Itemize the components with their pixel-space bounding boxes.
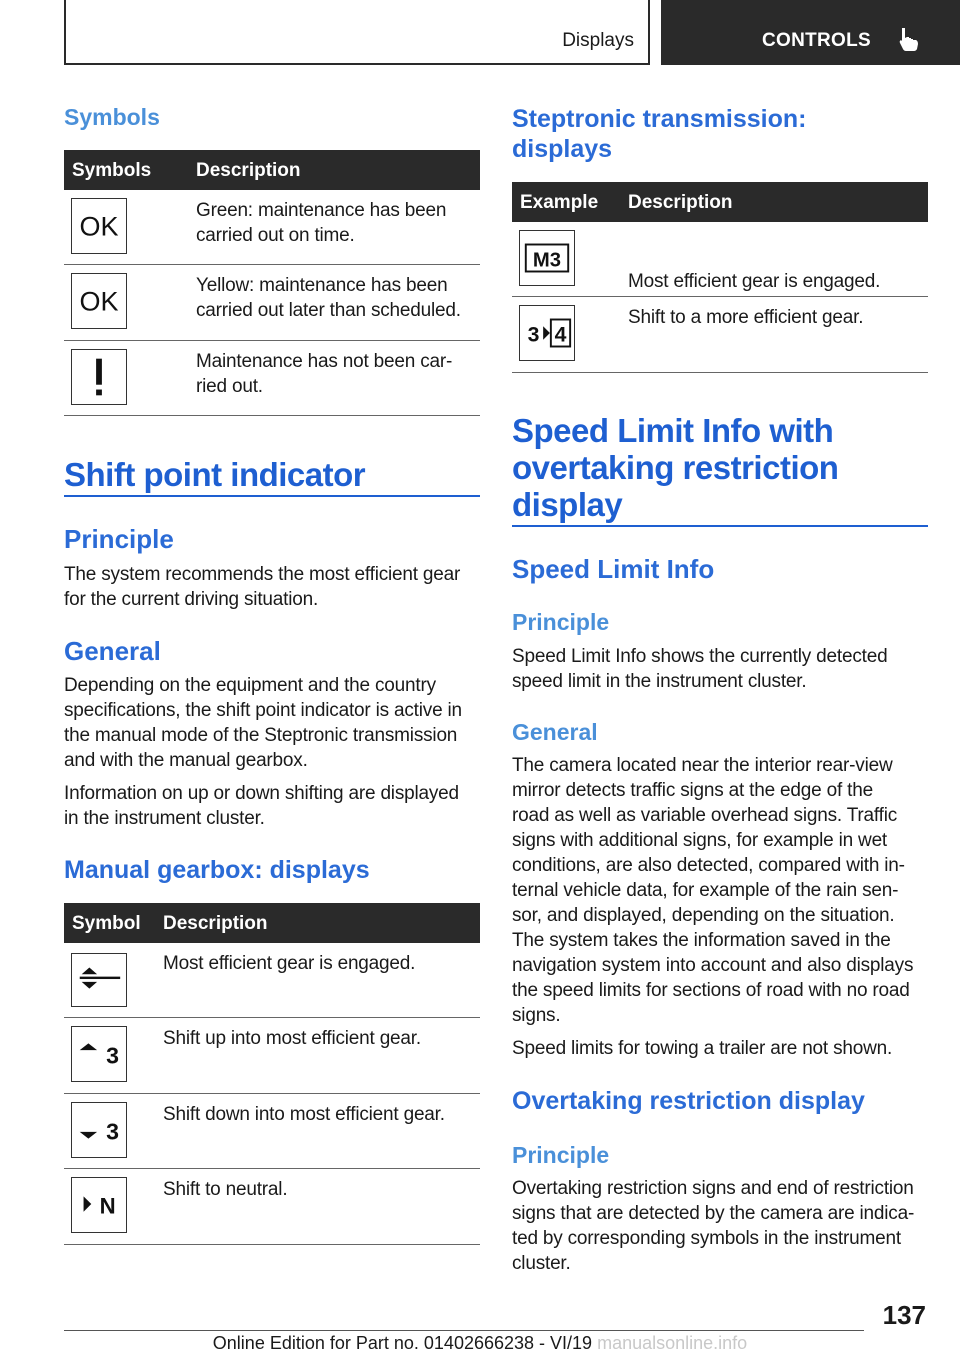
- header-chapter-tab: [661, 0, 960, 65]
- gear-to: 4: [554, 323, 567, 347]
- title-line: Speed Limit Info with: [512, 412, 834, 449]
- pointing-hand-icon: [897, 26, 921, 52]
- page-number: 137: [882, 1300, 926, 1330]
- edition-text: Online Edition for Part no. 01402666238 - VI/19: [212, 1333, 593, 1353]
- title-rule: [64, 495, 480, 497]
- symbols-table: [64, 150, 480, 416]
- row-description: Shift down into most efficient gear.: [163, 1104, 445, 1125]
- watermark-text: manualsonline.info: [597, 1333, 748, 1353]
- row-description-line: carried out on time.: [196, 225, 355, 246]
- overtaking-heading: Overtaking restriction display: [512, 1087, 865, 1115]
- shift-up-icon: [71, 1026, 127, 1082]
- gear-label: M3: [532, 249, 562, 272]
- text-line: for the current driving situation.: [64, 589, 319, 610]
- shift-point-title: Shift point indicator: [64, 456, 366, 493]
- text-line: signs with additional signs, for example in wet: [512, 830, 888, 851]
- gear-letter: N: [99, 1193, 116, 1219]
- header-section-label: Displays: [562, 30, 634, 51]
- text-line: Overtaking restriction signs and end of restriction: [512, 1178, 914, 1199]
- text-line: specifications, the shift point indicator is active in: [64, 700, 462, 721]
- principle-text: [64, 562, 484, 612]
- text-line: conditions, are also detected, compared with in-: [512, 855, 905, 876]
- footer-edition: [0, 1333, 960, 1354]
- table-row: [64, 1169, 480, 1245]
- title-line: overtaking restriction: [512, 449, 839, 486]
- general-text: [64, 673, 484, 773]
- text-line: The system takes the information saved in the: [512, 930, 891, 951]
- text-line: ternal vehicle data, for example of the rain sen-: [512, 880, 899, 901]
- principle-heading: Principle: [64, 524, 174, 554]
- overtaking-principle-heading: Principle: [512, 1142, 610, 1168]
- ok-green-icon: [71, 198, 127, 254]
- text-line: mirror detects traffic signs at the edge of the: [512, 780, 873, 801]
- overtaking-text: [512, 1176, 932, 1276]
- description-col-header: Description: [628, 192, 733, 213]
- text-line: The camera located near the interior rear-view: [512, 755, 893, 776]
- row-description-line: Yellow: maintenance has been: [196, 275, 448, 296]
- row-description: Most efficient gear is engaged.: [163, 953, 416, 974]
- text-line: signs that are detected by the camera are indica-: [512, 1203, 915, 1224]
- text-line: ted by corresponding symbols in the instrument: [512, 1228, 901, 1249]
- text-line: sor, and displayed, depending on the situation.: [512, 905, 895, 926]
- table-row: [64, 1094, 480, 1169]
- heading-line: displays: [512, 135, 613, 163]
- text-line: road as well as variable overhead signs. Traffic: [512, 805, 898, 826]
- steptronic-heading: [512, 104, 807, 164]
- header-chapter-label: CONTROLS: [762, 30, 872, 51]
- general-heading: General: [64, 636, 161, 666]
- header-section-box: [64, 0, 650, 65]
- text-line: the speed limits for sections of road with no road: [512, 980, 910, 1001]
- table-row: [512, 222, 928, 297]
- row-description: Most efficient gear is engaged.: [628, 271, 881, 292]
- gear-m3-icon: [519, 230, 575, 286]
- table-row: [64, 265, 480, 341]
- efficient-gear-icon: [71, 953, 127, 1007]
- sli-principle-text: [512, 644, 932, 694]
- row-description-line: Green: maintenance has been: [196, 200, 447, 221]
- row-description-line: ried out.: [196, 376, 263, 397]
- symbol-col-header: Symbol: [72, 913, 141, 934]
- text-line: signs.: [512, 1005, 561, 1026]
- manual-table-header: [64, 903, 480, 943]
- text-line: Speed Limit Info shows the currently detected: [512, 646, 888, 667]
- row-description-line: Maintenance has not been car-: [196, 351, 453, 372]
- text-line: cluster.: [512, 1253, 571, 1274]
- shift-neutral-icon: [71, 1177, 127, 1233]
- manual-gearbox-heading: Manual gearbox: displays: [64, 856, 370, 884]
- symbols-col-header: Symbols: [72, 160, 152, 181]
- sli-general-text-2: Speed limits for towing a trailer are not shown.: [512, 1038, 893, 1059]
- sli-principle-heading: Principle: [512, 609, 610, 635]
- table-row: [64, 341, 480, 416]
- heading-line: Steptronic transmission:: [512, 105, 807, 133]
- row-description: Shift to a more efficient gear.: [628, 307, 864, 328]
- table-row: [64, 190, 480, 265]
- row-description: Shift to neutral.: [163, 1179, 288, 1200]
- row-description-line: carried out later than scheduled.: [196, 300, 461, 321]
- steptronic-table: [512, 182, 928, 373]
- symbols-table-header: [64, 150, 480, 190]
- text-line: the manual mode of the Steptronic transmission: [64, 725, 458, 746]
- gear-from: 3: [527, 323, 540, 347]
- table-row: [512, 297, 928, 373]
- steptronic-table-header: [512, 182, 928, 222]
- svg-text:OK: OK: [79, 211, 119, 242]
- svg-text:OK: OK: [79, 286, 119, 317]
- manual-gearbox-table: [64, 903, 480, 1245]
- description-col-header: Description: [196, 160, 301, 181]
- gear-number: 3: [106, 1042, 119, 1069]
- speed-limit-title: [512, 412, 838, 523]
- example-col-header: Example: [520, 192, 599, 213]
- description-col-header: Description: [163, 913, 268, 934]
- symbols-heading: Symbols: [64, 104, 160, 130]
- table-row: [64, 1018, 480, 1094]
- general-text-2: [64, 781, 484, 831]
- title-line: display: [512, 486, 623, 523]
- shift-down-icon: [71, 1102, 127, 1158]
- table-row: [64, 943, 480, 1018]
- text-line: The system recommends the most efficient gear: [64, 564, 461, 585]
- text-line: Depending on the equipment and the country: [64, 675, 436, 696]
- ok-yellow-icon: [71, 273, 127, 329]
- text-line: in the instrument cluster.: [64, 808, 265, 829]
- speed-limit-info-heading: Speed Limit Info: [512, 554, 715, 584]
- exclamation-icon: [71, 349, 127, 405]
- row-description: Shift up into most efficient gear.: [163, 1028, 421, 1049]
- text-line: navigation system into account and also displays: [512, 955, 914, 976]
- sli-general-text: [512, 753, 932, 1028]
- gear-number: 3: [106, 1118, 119, 1145]
- text-line: Information on up or down shifting are displayed: [64, 783, 459, 804]
- text-line: speed limit in the instrument cluster.: [512, 671, 807, 692]
- sli-general-heading: General: [512, 719, 598, 745]
- footer-rule: [64, 1330, 864, 1331]
- title-rule: [512, 525, 928, 527]
- gear-3-to-4-icon: [519, 305, 575, 361]
- text-line: and with the manual gearbox.: [64, 750, 308, 771]
